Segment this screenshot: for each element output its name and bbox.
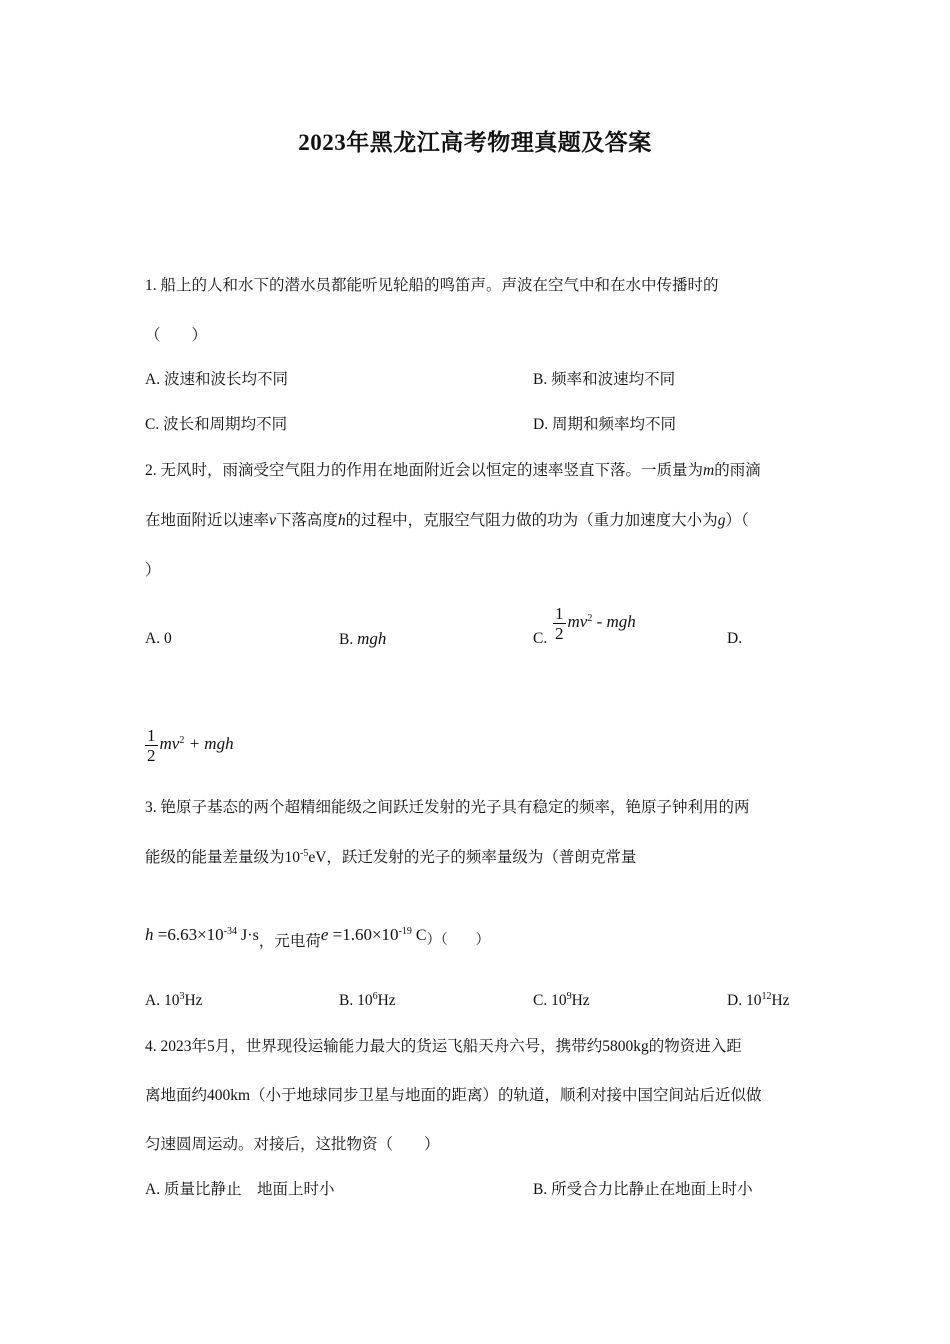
q2-text: 在地面附近以速率 <box>145 512 270 529</box>
q3-option-c-exp: 9 <box>566 990 572 1002</box>
q2-stem-line3: ） <box>145 562 161 579</box>
formula-term: mv <box>567 612 588 632</box>
q3-option-a-text: A. 10 <box>145 992 180 1009</box>
formula-term: + mgh <box>184 734 234 754</box>
q2-stem-line1 <box>145 461 761 481</box>
q2-var-m: m <box>703 462 715 479</box>
charge-value: =1.60×10 <box>328 925 399 944</box>
q3-stem-line2 <box>145 848 636 868</box>
q3-option-d <box>727 991 790 1011</box>
page-title: 2023年黑龙江高考物理真题及答案 <box>298 130 652 155</box>
fraction-numerator: 1 <box>147 726 156 745</box>
q4-stem-line2: 离地面约400km（小于地球同步卫星与地面的距离）的轨道，顺利对接中国空间站后近似做 <box>145 1087 762 1104</box>
q3-option-a <box>145 991 203 1011</box>
q2-text: ）（ <box>725 512 749 529</box>
fraction-numerator: 1 <box>555 604 564 623</box>
charge-symbol: e <box>320 925 329 944</box>
q2-option-a: A. 0 <box>145 630 172 647</box>
q3-stem-line1: 3. 铯原子基态的两个超精细能级之间跃迁发射的光子具有稳定的频率，铯原子钟利用的两 <box>145 799 750 816</box>
q3-stem-line3 <box>145 925 490 950</box>
q3-option-c <box>533 991 590 1011</box>
charge-exponent: -19 <box>398 925 412 937</box>
q2-option-b <box>339 629 386 650</box>
q2-stem-line2 <box>145 511 749 531</box>
planck-symbol: h <box>145 925 154 944</box>
q3-text: ，元电荷 <box>258 933 321 950</box>
q4-stem-line3: 匀速圆周运动。对接后，这批物资（ ） <box>145 1136 440 1153</box>
q1-option-c: C. 波长和周期均不同 <box>145 416 288 433</box>
q3-option-d-text: D. 10 <box>727 992 762 1009</box>
q4-stem-line1: 4. 2023年5月，世界现役运输能力最大的货运飞船天舟六号，携带约5800kg的物资进入距 <box>145 1038 742 1055</box>
q2-text: 的过程中，克服空气阻力做的功为（重力加速度大小为 <box>345 512 718 529</box>
q2-option-c-label: C. <box>533 630 548 647</box>
q3-option-a-exp: 3 <box>179 990 185 1002</box>
q2-option-c-formula <box>553 604 636 643</box>
fraction-denominator: 2 <box>147 746 156 765</box>
q3-text: ）（ ） <box>426 933 490 948</box>
q3-option-b-exp: 6 <box>372 990 378 1002</box>
fraction-one-half <box>145 726 158 765</box>
formula-exponent: 2 <box>587 612 593 624</box>
q4-option-b: B. 所受合力比静止在地面上时小 <box>533 1181 753 1198</box>
q3-option-b-unit: Hz <box>377 992 396 1009</box>
q1-stem-line2: （ ） <box>145 327 208 344</box>
formula-term: - mgh <box>592 612 636 632</box>
q3-option-c-text: C. 10 <box>533 992 567 1009</box>
q2-var-h: h <box>337 512 346 529</box>
q3-text: 能级的能量差量级为10 <box>145 849 301 866</box>
q2-option-d-formula <box>145 726 234 765</box>
q1-option-b: B. 频率和波速均不同 <box>533 371 676 388</box>
q3-option-b <box>339 991 396 1011</box>
planck-exponent: -34 <box>223 925 238 937</box>
charge-unit: C <box>411 927 427 944</box>
fraction-denominator: 2 <box>555 624 564 643</box>
q3-option-b-text: B. 10 <box>339 992 373 1009</box>
planck-unit: J·s <box>237 927 259 944</box>
q2-option-b-label: B. <box>339 631 354 648</box>
q2-text: 下落高度 <box>275 512 338 529</box>
q2-text: 2. 无风时，雨滴受空气阻力的作用在地面附近会以恒定的速率竖直下落。一质量为 <box>145 462 704 479</box>
q3-option-d-unit: Hz <box>771 992 790 1009</box>
q3-option-a-unit: Hz <box>184 992 203 1009</box>
q3-option-d-exp: 12 <box>761 990 772 1002</box>
q3-text: eV，跃迁发射的光子的频率量级为（普朗克常量 <box>308 849 637 866</box>
q3-exponent: -5 <box>300 847 309 859</box>
q1-stem-line1: 1. 船上的人和水下的潜水员都能听见轮船的鸣笛声。声波在空气中和在水中传播时的 <box>145 277 719 294</box>
fraction-one-half <box>553 604 566 643</box>
q2-var-g: g <box>717 512 726 529</box>
formula-exponent: 2 <box>179 734 185 746</box>
q1-option-d: D. 周期和频率均不同 <box>533 416 676 433</box>
q1-option-a: A. 波速和波长均不同 <box>145 371 288 388</box>
q2-option-b-expr: mgh <box>357 629 387 648</box>
formula-term: mv <box>159 734 180 754</box>
q2-text: 的雨滴 <box>714 462 761 479</box>
q2-option-d-label: D. <box>727 630 743 647</box>
planck-value: =6.63×10 <box>153 925 224 944</box>
q4-option-a: A. 质量比静止 地面上时小 <box>145 1181 335 1198</box>
q2-var-v: v <box>269 512 276 529</box>
q3-option-c-unit: Hz <box>571 992 590 1009</box>
